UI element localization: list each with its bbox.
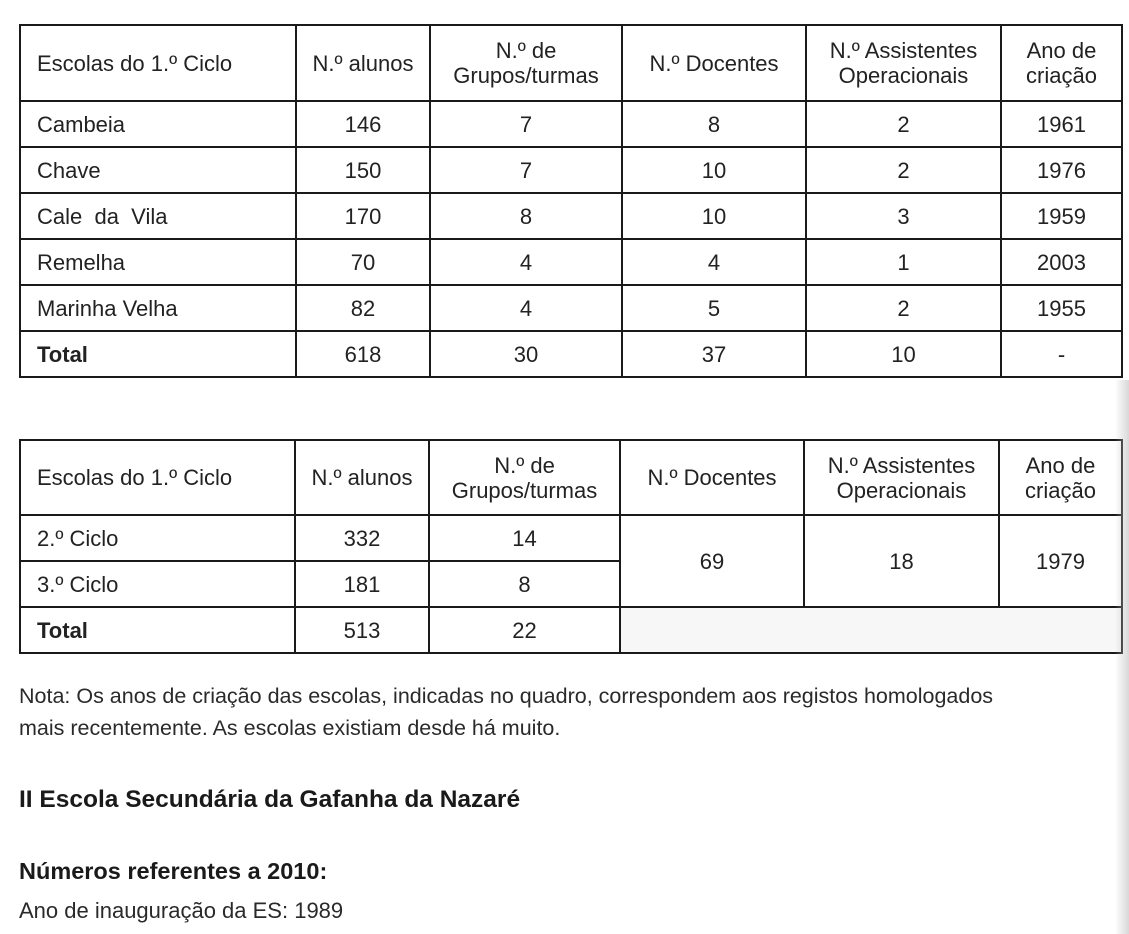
cell-year: 1961 xyxy=(1001,101,1122,147)
cell-school: Chave xyxy=(20,147,296,193)
cell-year-merged: 1979 xyxy=(999,515,1122,607)
cell-assistants: 2 xyxy=(806,147,1001,193)
cell-total-year: - xyxy=(1001,331,1122,377)
cell-school: Remelha xyxy=(20,239,296,285)
header-students: N.º alunos xyxy=(296,25,430,101)
cell-groups: 8 xyxy=(429,561,620,607)
cell-students: 332 xyxy=(295,515,429,561)
header-assistants: N.º Assistentes Operacionais xyxy=(804,440,999,515)
cell-total-groups: 22 xyxy=(429,607,620,653)
cell-total-assistants: 10 xyxy=(806,331,1001,377)
table-row xyxy=(20,147,1122,193)
cell-total-label: Total xyxy=(20,331,296,377)
paragraph: Ano de inauguração da ES: 1989 xyxy=(19,898,344,923)
cell-assistants: 1 xyxy=(806,239,1001,285)
cell-school: 2.º Ciclo xyxy=(20,515,295,561)
cell-assistants-merged: 18 xyxy=(804,515,999,607)
cell-assistants: 3 xyxy=(806,193,1001,239)
table-header-row xyxy=(20,440,1122,515)
cell-students: 170 xyxy=(296,193,430,239)
cell-school: 3.º Ciclo xyxy=(20,561,295,607)
cell-teachers-merged: 69 xyxy=(620,515,804,607)
cell-students: 82 xyxy=(296,285,430,331)
header-year: Ano de criação xyxy=(999,440,1122,515)
cell-teachers: 8 xyxy=(622,101,806,147)
table-total-row xyxy=(20,331,1122,377)
cell-students: 150 xyxy=(296,147,430,193)
cell-year: 2003 xyxy=(1001,239,1122,285)
cell-year: 1955 xyxy=(1001,285,1122,331)
cell-school: Cambeia xyxy=(20,101,296,147)
schools-table-1st-cycle xyxy=(19,24,1123,378)
header-groups: N.º de Grupos/turmas xyxy=(429,440,620,515)
cell-groups: 4 xyxy=(430,239,622,285)
header-assistants: N.º Assistentes Operacionais xyxy=(806,25,1001,101)
table-header-row xyxy=(20,25,1122,101)
footnote-line: Nota: Os anos de criação das escolas, indicadas no quadro, correspondem aos registos homologados xyxy=(19,684,994,708)
footnote xyxy=(19,680,1127,744)
cell-teachers: 5 xyxy=(622,285,806,331)
cell-groups: 4 xyxy=(430,285,622,331)
cell-total-label: Total xyxy=(20,607,295,653)
cell-total-students: 513 xyxy=(295,607,429,653)
table-total-row xyxy=(20,607,1122,653)
cell-teachers: 10 xyxy=(622,147,806,193)
header-teachers: N.º Docentes xyxy=(620,440,804,515)
table-row xyxy=(20,193,1122,239)
cell-year: 1976 xyxy=(1001,147,1122,193)
cell-students: 181 xyxy=(295,561,429,607)
header-teachers: N.º Docentes xyxy=(622,25,806,101)
section-title: II Escola Secundária da Gafanha da Nazaré xyxy=(19,786,521,813)
cell-total-groups: 30 xyxy=(430,331,622,377)
footnote-line: mais recentemente. As escolas existiam desde há muito. xyxy=(19,716,561,740)
table-row xyxy=(20,515,1122,561)
table-row xyxy=(20,239,1122,285)
header-groups: N.º de Grupos/turmas xyxy=(430,25,622,101)
cell-assistants: 2 xyxy=(806,101,1001,147)
cell-teachers: 4 xyxy=(622,239,806,285)
cell-groups: 8 xyxy=(430,193,622,239)
cell-year: 1959 xyxy=(1001,193,1122,239)
page-edge-shadow xyxy=(1115,380,1129,934)
table-row xyxy=(20,101,1122,147)
header-schools: Escolas do 1.º Ciclo xyxy=(20,440,295,515)
header-students: N.º alunos xyxy=(295,440,429,515)
cell-empty xyxy=(620,607,1122,653)
cell-total-students: 618 xyxy=(296,331,430,377)
cell-groups: 7 xyxy=(430,147,622,193)
cell-school: Marinha Velha xyxy=(20,285,296,331)
cell-students: 70 xyxy=(296,239,430,285)
cell-total-teachers: 37 xyxy=(622,331,806,377)
table-row xyxy=(20,285,1122,331)
cell-assistants: 2 xyxy=(806,285,1001,331)
header-year: Ano de criação xyxy=(1001,25,1122,101)
cell-groups: 14 xyxy=(429,515,620,561)
cell-teachers: 10 xyxy=(622,193,806,239)
subsection-title: Números referentes a 2010: xyxy=(19,858,328,884)
cell-students: 146 xyxy=(296,101,430,147)
header-schools: Escolas do 1.º Ciclo xyxy=(20,25,296,101)
cell-groups: 7 xyxy=(430,101,622,147)
schools-table-2nd-3rd-cycle xyxy=(19,439,1123,654)
cell-school: Cale da Vila xyxy=(20,193,296,239)
